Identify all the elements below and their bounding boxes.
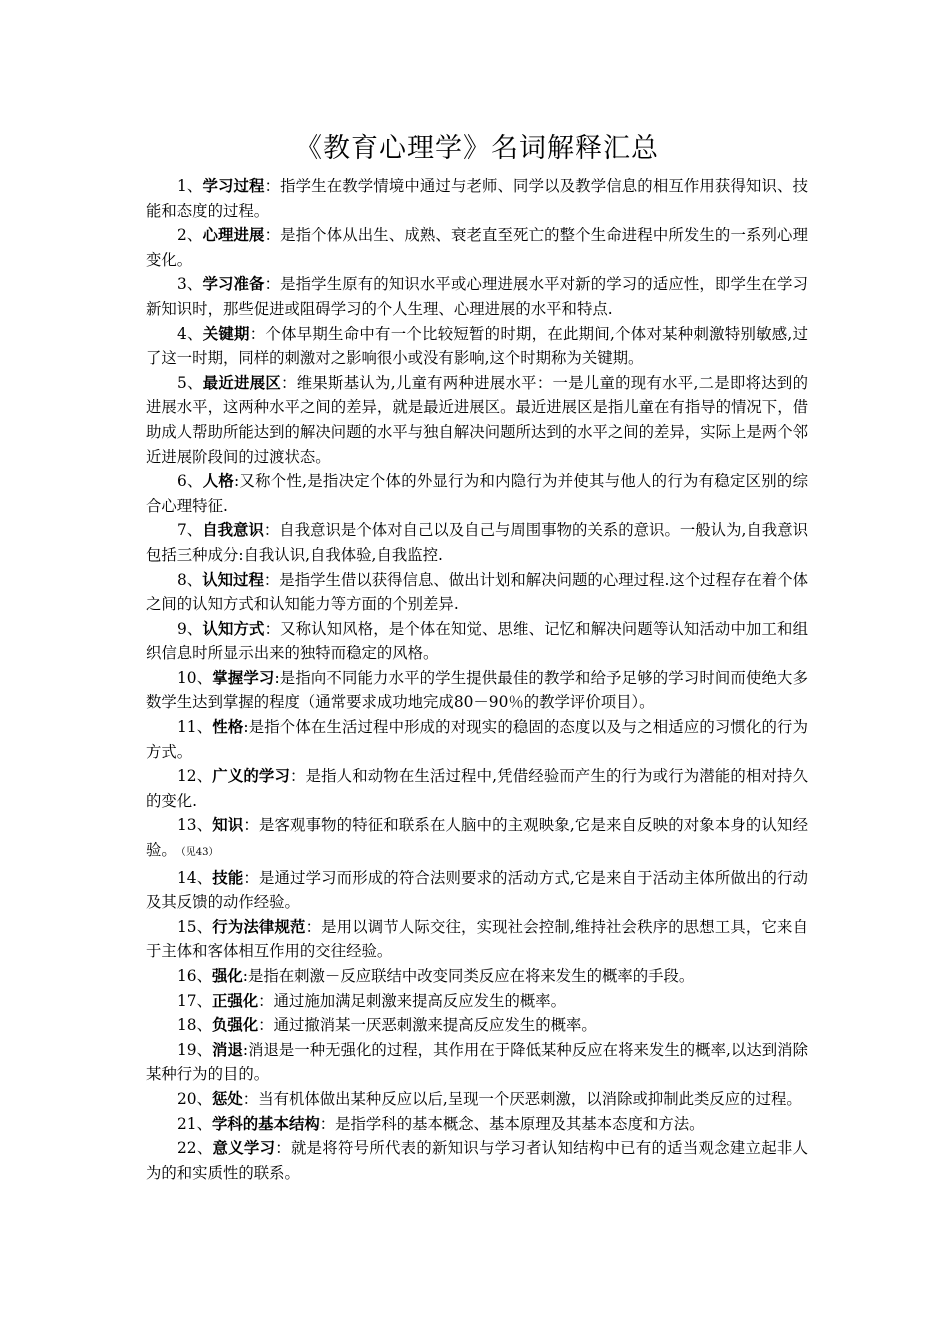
entry-number: 5、 xyxy=(177,373,203,392)
entry-number: 22、 xyxy=(177,1139,213,1158)
glossary-entry xyxy=(146,989,808,1014)
entry-term: 学习过程 xyxy=(202,177,265,195)
entry-number: 4、 xyxy=(177,324,203,343)
entry-definition: 通过撤消某一厌恶刺激来提高反应发生的概率。 xyxy=(273,1016,597,1035)
entry-term: 强化 xyxy=(211,967,243,985)
entry-separator: ： xyxy=(263,570,280,589)
entry-number: 7、 xyxy=(177,521,203,540)
entry-definition: 通过施加满足刺激来提高反应发生的概率。 xyxy=(273,991,567,1010)
entry-term: 广义的学习 xyxy=(212,767,291,786)
entry-term: 学科的基本结构 xyxy=(211,1114,320,1133)
entry-term: 学习准备 xyxy=(202,275,265,294)
entry-term: 正强化 xyxy=(211,991,259,1010)
entry-separator: ： xyxy=(258,1016,274,1035)
entry-separator: ： xyxy=(263,521,280,540)
entry-note: （见43） xyxy=(180,847,219,859)
entry-separator: ： xyxy=(305,917,322,936)
glossary-entry xyxy=(146,568,808,617)
entry-number: 6、 xyxy=(177,472,203,491)
entry-definition: 又称个性,是指决定个体的外显行为和内隐行为并使其与他人的行为有稳定区别的综合心理特征. xyxy=(146,472,808,515)
entry-definition: 自我意识是个体对自己以及自己与周围事物的关系的意识。一般认为,自我意识包括三种成分:自我认识,自我体验,自我监控. xyxy=(146,521,808,564)
glossary-entry xyxy=(146,915,808,964)
entry-definition: 是客观事物的特征和联系在人脑中的主观映象,它是来自反映的对象本身的认知经验。 xyxy=(146,816,808,860)
entry-term: 掌握学习 xyxy=(212,668,275,687)
document-title: 《教育心理学》名词解释汇总 xyxy=(295,133,659,164)
entry-definition: 消退是一种无强化的过程，其作用在于降低某种反应在将来发生的概率,以达到消除某种行为的目的。 xyxy=(146,1040,808,1084)
glossary-entry xyxy=(146,272,808,321)
entry-number: 18、 xyxy=(177,1016,212,1035)
entry-number: 20、 xyxy=(177,1089,212,1108)
entry-number: 11、 xyxy=(177,718,213,737)
entry-definition: 是指个体从出生、成熟、衰老直至死亡的整个生命进程中所发生的一系列心理变化。 xyxy=(146,226,808,269)
glossary-entry xyxy=(146,1038,808,1087)
glossary-entry xyxy=(146,764,808,813)
entry-number: 3、 xyxy=(177,275,203,294)
entry-separator: ： xyxy=(319,1114,336,1133)
glossary-entry xyxy=(146,1087,808,1112)
entry-number: 19、 xyxy=(177,1040,213,1059)
entry-term: 惩处 xyxy=(211,1089,243,1108)
entry-number: 12、 xyxy=(177,767,213,786)
entry-definition: 是指学科的基本概念、基本原理及其基本态度和方法。 xyxy=(335,1114,705,1133)
glossary-entry xyxy=(146,322,808,371)
entry-separator: ： xyxy=(281,373,297,392)
entry-separator: : xyxy=(243,718,249,737)
entry-definition: 当有机体做出某种反应以后,呈现一个厌恶刺激，以消除或抑制此类反应的过程。 xyxy=(258,1089,802,1108)
entry-separator: ： xyxy=(290,767,306,786)
entry-term: 性格 xyxy=(212,718,244,737)
entry-term: 意义学习 xyxy=(212,1139,276,1158)
entry-number: 16、 xyxy=(177,967,212,985)
entry-separator: : xyxy=(242,967,248,985)
entry-number: 8、 xyxy=(177,570,203,589)
entry-term: 关键期 xyxy=(202,324,250,343)
entry-separator: ： xyxy=(264,619,281,638)
entry-definition: 是指向不同能力水平的学生提供最佳的教学和给予足够的学习时间而使绝大多数学生达到掌握的程度（通常要求成功地完成80－90％的教学评价项目）。 xyxy=(146,668,808,712)
glossary-entry xyxy=(146,469,808,518)
entry-term: 负强化 xyxy=(211,1016,259,1035)
glossary-entry xyxy=(146,223,808,272)
entry-separator: ： xyxy=(249,324,266,343)
entry-definition: 维果斯基认为,儿童有两种进展水平：一是儿童的现有水平,二是即将达到的进展水平，这两种水平之间的差异，就是最近进展区。最近进展区是指儿童在有指导的情况下，借助成人帮助所能达到的解决问题的水平与独自解决问题所达到的水平之间的差异，实际上是两个邻近进展阶段间的过渡状态。 xyxy=(146,373,808,466)
entry-term: 认知方式 xyxy=(202,619,265,638)
entry-definition: 是指学生原有的知识水平或心理进展水平对新的学习的适应性，即学生在学习新知识时，那些促进或阻碍学习的个人生理、心理进展的水平和特点. xyxy=(146,275,808,318)
entry-definition: 是通过学习而形成的符合法则要求的活动方式,它是来自于活动主体所做出的行动及其反馈的动作经验。 xyxy=(146,868,808,912)
glossary-entry xyxy=(146,813,808,865)
entry-separator: ： xyxy=(264,177,281,195)
document-page xyxy=(146,126,808,1185)
entry-number: 17、 xyxy=(177,991,212,1010)
glossary-entry xyxy=(146,174,808,223)
entry-term: 认知过程 xyxy=(202,570,264,589)
entry-definition: 是指在刺激－反应联结中改变同类反应在将来发生的概率的手段。 xyxy=(247,967,695,985)
entry-number: 21、 xyxy=(177,1114,212,1133)
entry-definition: 又称认知风格，是个体在知觉、思维、记忆和解决问题等认知活动中加工和组织信息时所显示出来的独特而稳定的风格。 xyxy=(146,619,808,663)
entry-number: 9、 xyxy=(177,619,203,638)
entry-number: 2、 xyxy=(177,226,203,245)
entry-separator: ： xyxy=(243,868,259,887)
entry-separator: : xyxy=(234,472,240,491)
glossary-entry xyxy=(146,371,808,469)
entry-term: 技能 xyxy=(212,868,244,887)
entry-definition: 就是将符号所代表的新知识与学习者认知结构中已有的适当观念建立起非人为的和实质性的联系。 xyxy=(146,1139,808,1182)
glossary-entry xyxy=(146,715,808,764)
glossary-entry xyxy=(146,1136,808,1185)
entry-definition: 个体早期生命中有一个比较短暂的时期，在此期间,个体对某种刺激特别敏感,过了这一时期，同样的刺激对之影响很小或没有影响,这个时期称为关键期。 xyxy=(146,324,808,368)
entry-term: 行为法律规范 xyxy=(212,917,306,936)
entry-separator: ： xyxy=(258,991,274,1010)
glossary-entry xyxy=(146,964,808,989)
glossary-entry xyxy=(146,1112,808,1137)
entry-separator: ： xyxy=(242,1089,259,1108)
entry-definition: 是用以调节人际交往，实现社会控制,维持社会秩序的思想工具，它来自于主体和客体相互作用的交往经验。 xyxy=(146,917,808,961)
entry-term: 知识 xyxy=(212,816,244,835)
entry-separator: ： xyxy=(264,275,281,294)
glossary-entry xyxy=(146,866,808,915)
entry-separator: ： xyxy=(243,816,259,835)
entry-term: 自我意识 xyxy=(202,521,264,540)
entry-number: 14、 xyxy=(177,868,213,887)
entry-number: 10、 xyxy=(177,668,213,687)
entry-definition: 指学生在教学情境中通过与老师、同学以及教学信息的相互作用获得知识、技能和态度的过程。 xyxy=(146,177,808,220)
entry-number: 15、 xyxy=(177,917,213,936)
entry-term: 消退 xyxy=(212,1040,243,1059)
entry-number: 13、 xyxy=(177,816,213,835)
entry-separator: : xyxy=(274,668,280,687)
entry-separator: : xyxy=(242,1040,249,1059)
entry-definition: 是指学生借以获得信息、做出计划和解决问题的心理过程.这个过程存在着个体之间的认知方式和认知能力等方面的个别差异. xyxy=(146,570,808,614)
entry-definition: 是指人和动物在生活过程中,凭借经验而产生的行为或行为潜能的相对持久的变化. xyxy=(146,767,808,810)
entry-definition: 是指个体在生活过程中形成的对现实的稳固的态度以及与之相适应的习惯化的行为方式。 xyxy=(146,718,808,761)
entry-term: 人格 xyxy=(202,472,235,491)
entry-separator: ： xyxy=(264,226,281,245)
glossary-list xyxy=(146,174,808,1185)
glossary-entry xyxy=(146,518,808,567)
entry-term: 心理进展 xyxy=(202,226,265,245)
glossary-entry xyxy=(146,617,808,666)
entry-separator: ： xyxy=(275,1139,291,1158)
entry-number: 1、 xyxy=(177,177,203,195)
glossary-entry xyxy=(146,1013,808,1038)
glossary-entry xyxy=(146,666,808,715)
entry-term: 最近进展区 xyxy=(202,373,282,392)
